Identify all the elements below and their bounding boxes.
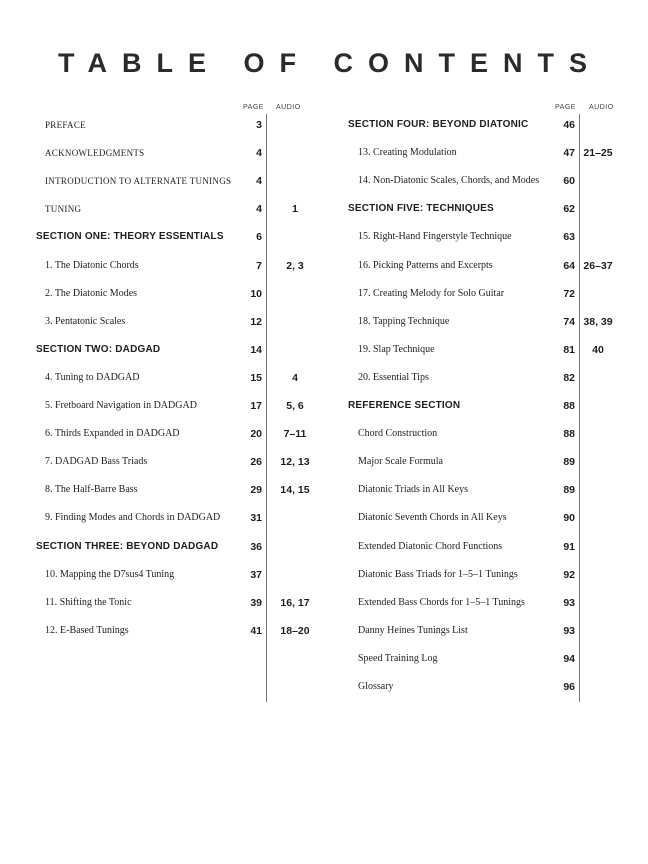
- toc-entry-title: SECTION FIVE: TECHNIQUES: [348, 203, 494, 215]
- page-title: TABLE OF CONTENTS: [58, 48, 602, 78]
- toc-entry-title: SECTION FOUR: BEYOND DIATONIC: [348, 119, 529, 130]
- toc-entry-title: Diatonic Seventh Chords in All Keys: [358, 512, 507, 524]
- toc-entry-page: 17: [250, 400, 262, 412]
- toc-entry-title: Extended Diatonic Chord Functions: [358, 540, 503, 552]
- toc-entry-page: 4: [256, 203, 262, 216]
- toc-entry-audio: 40: [592, 343, 604, 356]
- toc-entry-audio: 38, 39: [583, 315, 613, 328]
- toc-entry-title: 17. Creating Melody for Solo Guitar: [358, 287, 505, 299]
- toc-entry-title: 10. Mapping the D7sus4 Tuning: [45, 568, 175, 580]
- toc-entry-page: 47: [563, 147, 575, 160]
- page-column-header: PAGE: [555, 104, 576, 111]
- toc-entry-page: 91: [563, 540, 575, 553]
- toc-entry-title: SECTION TWO: DADGAD: [36, 343, 161, 355]
- toc-entry-page: 14: [250, 343, 262, 356]
- toc-entry-title: Chord Construction: [358, 428, 438, 440]
- toc-entry-audio: 16, 17: [280, 596, 310, 609]
- toc-entry-page: 46: [563, 119, 575, 131]
- toc-entry-page: 96: [563, 681, 575, 693]
- toc-entry-page: 72: [563, 287, 575, 300]
- toc-entry-page: 15: [250, 371, 262, 384]
- toc-entry-page: 64: [563, 259, 575, 272]
- toc-entry-title: 11. Shifting the Tonic: [45, 596, 132, 608]
- toc-entry-page: 81: [563, 343, 575, 356]
- toc-entry-page: 4: [256, 175, 262, 188]
- toc-entry-title: 1. The Diatonic Chords: [45, 259, 139, 271]
- toc-entry-audio: 5, 6: [286, 400, 304, 412]
- toc-entry-title: 13. Creating Modulation: [358, 147, 457, 159]
- toc-entry-page: 7: [256, 259, 262, 272]
- toc-entry-audio: 2, 3: [286, 259, 304, 272]
- toc-entry-audio: 7–11: [283, 428, 307, 441]
- toc-entry-page: 93: [563, 624, 575, 637]
- toc-entry-page: 6: [256, 231, 262, 244]
- toc-entry-title: 15. Right-Hand Fingerstyle Technique: [358, 231, 512, 243]
- toc-entry-page: 74: [563, 315, 575, 328]
- toc-entry-page: 89: [563, 456, 575, 469]
- toc-entry-title: 12. E-Based Tunings: [45, 624, 129, 636]
- toc-entry-title: ACKNOWLEDGMENTS: [45, 148, 145, 159]
- toc-entry-page: 93: [563, 596, 575, 609]
- toc-entry-title: 18. Tapping Technique: [358, 315, 450, 327]
- toc-entry-page: 92: [563, 568, 575, 581]
- toc-entry-title: Danny Heines Tunings List: [358, 624, 468, 636]
- toc-entry-page: 60: [563, 175, 575, 188]
- toc-entry-page: 41: [250, 624, 262, 637]
- toc-entry-page: 62: [563, 203, 575, 216]
- audio-column-header: AUDIO: [589, 104, 614, 111]
- toc-entry-title: 7. DADGAD Bass Triads: [45, 456, 148, 468]
- toc-entry-title: SECTION ONE: THEORY ESSENTIALS: [36, 231, 224, 243]
- toc-entry-title: 2. The Diatonic Modes: [45, 287, 138, 299]
- toc-entry-page: 29: [250, 484, 262, 497]
- toc-entry-title: REFERENCE SECTION: [348, 400, 461, 411]
- toc-entry-page: 36: [250, 540, 262, 553]
- column-divider: [579, 114, 580, 702]
- toc-entry-title: 9. Finding Modes and Chords in DADGAD: [45, 512, 221, 524]
- toc-entry-title: PREFACE: [45, 120, 86, 130]
- toc-entry-page: 88: [563, 400, 575, 412]
- toc-entry-title: 6. Thirds Expanded in DADGAD: [45, 428, 180, 440]
- toc-entry-title: Major Scale Formula: [358, 456, 443, 468]
- toc-entry-title: 16. Picking Patterns and Excerpts: [358, 259, 493, 271]
- toc-entry-audio: 18–20: [280, 624, 310, 637]
- page-column-header: PAGE: [243, 104, 264, 111]
- toc-entry-title: 14. Non-Diatonic Scales, Chords, and Modes: [358, 175, 540, 187]
- toc-entry-page: 94: [563, 652, 575, 665]
- toc-entry-title: 20. Essential Tips: [358, 371, 429, 383]
- toc-entry-title: Diatonic Bass Triads for 1–5–1 Tunings: [358, 568, 518, 580]
- toc-entry-page: 63: [563, 231, 575, 244]
- toc-entry-page: 20: [250, 428, 262, 441]
- toc-entry-audio: 4: [292, 371, 298, 384]
- toc-entry-audio: 14, 15: [280, 484, 310, 497]
- column-divider: [266, 114, 267, 702]
- toc-entry-title: 8. The Half-Barre Bass: [45, 484, 138, 496]
- toc-entry-page: 89: [563, 484, 575, 497]
- toc-entry-audio: 12, 13: [280, 456, 310, 469]
- toc-entry-page: 39: [250, 596, 262, 609]
- toc-entry-audio: 21–25: [583, 147, 613, 160]
- audio-column-header: AUDIO: [276, 104, 301, 111]
- toc-entry-page: 82: [563, 371, 575, 384]
- toc-entry-page: 90: [563, 512, 575, 525]
- toc-entry-title: 3. Pentatonic Scales: [45, 315, 126, 327]
- toc-entry-page: 88: [563, 428, 575, 441]
- toc-entry-title: Extended Bass Chords for 1–5–1 Tunings: [358, 596, 525, 608]
- toc-entry-page: 10: [250, 287, 262, 300]
- toc-entry-title: Glossary: [358, 681, 394, 692]
- toc-entry-page: 31: [250, 512, 262, 525]
- toc-entry-audio: 1: [292, 203, 298, 216]
- toc-entry-title: TUNING: [45, 204, 82, 215]
- toc-entry-page: 12: [250, 315, 262, 328]
- toc-entry-title: 4. Tuning to DADGAD: [45, 371, 140, 383]
- toc-entry-title: Diatonic Triads in All Keys: [358, 484, 469, 496]
- toc-entry-page: 4: [256, 147, 262, 160]
- toc-entry-title: INTRODUCTION TO ALTERNATE TUNINGS: [45, 176, 232, 187]
- toc-entry-title: 19. Slap Technique: [358, 343, 435, 355]
- toc-entry-title: SECTION THREE: BEYOND DADGAD: [36, 540, 219, 552]
- toc-entry-audio: 26–37: [583, 259, 613, 272]
- toc-entry-page: 3: [256, 119, 262, 131]
- toc-entry-page: 26: [250, 456, 262, 469]
- toc-entry-title: 5. Fretboard Navigation in DADGAD: [45, 400, 197, 411]
- toc-entry-title: Speed Training Log: [358, 652, 438, 664]
- toc-entry-page: 37: [250, 568, 262, 581]
